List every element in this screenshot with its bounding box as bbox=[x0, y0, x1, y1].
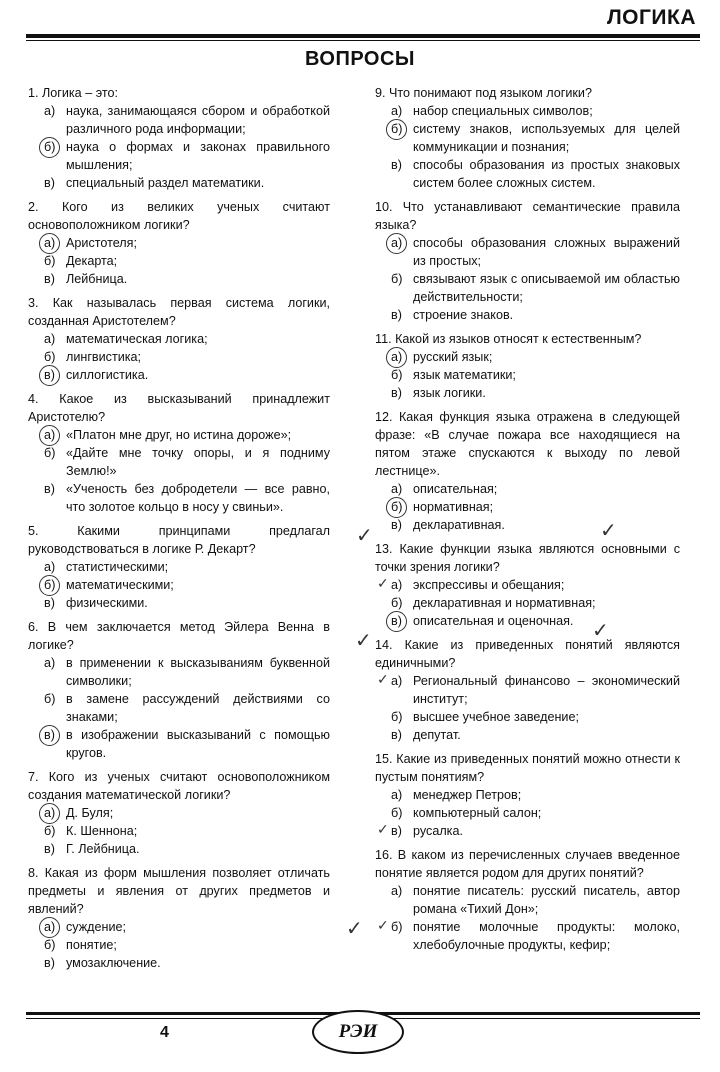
option-text: язык логики. bbox=[413, 386, 486, 400]
left-column bbox=[28, 84, 330, 978]
option-text: систему знаков, используемых для целей коммуникации и познания; bbox=[413, 122, 680, 154]
option-text: способы образования сложных выражений из простых; bbox=[413, 236, 680, 268]
question-block bbox=[28, 390, 330, 516]
option-text: наука о формах и законах правильного мышления; bbox=[66, 140, 330, 172]
answer-option bbox=[375, 708, 680, 726]
answer-option bbox=[375, 348, 680, 366]
answer-option bbox=[28, 480, 330, 516]
answer-option bbox=[375, 480, 680, 498]
option-letter: б) bbox=[391, 596, 403, 610]
question-block bbox=[28, 294, 330, 384]
option-letter: а) bbox=[391, 884, 403, 898]
answer-options bbox=[28, 918, 330, 972]
option-text: Д. Буля; bbox=[66, 806, 114, 820]
option-letter: б) bbox=[44, 692, 56, 706]
answer-option bbox=[375, 576, 680, 594]
option-text: в замене рассуждений действиями со знаками; bbox=[66, 692, 330, 724]
option-letter: б) bbox=[391, 368, 403, 382]
answer-options bbox=[28, 426, 330, 516]
answer-options bbox=[28, 234, 330, 288]
option-text: язык математики; bbox=[413, 368, 516, 382]
answer-option bbox=[375, 516, 680, 534]
logo-text: РЭИ bbox=[338, 1021, 378, 1042]
answer-option bbox=[375, 672, 680, 708]
option-letter: а) bbox=[391, 788, 403, 802]
question-block bbox=[375, 846, 680, 954]
answer-option bbox=[28, 138, 330, 174]
option-text: математическими; bbox=[66, 578, 174, 592]
question-text: 7. Кого из ученых считают основоположником создания математической логики? bbox=[28, 770, 330, 802]
option-text: высшее учебное заведение; bbox=[413, 710, 579, 724]
option-text: декларативная и нормативная; bbox=[413, 596, 596, 610]
option-text: наука, занимающаяся сбором и обработкой различного рода информации; bbox=[66, 104, 330, 136]
answer-options bbox=[28, 330, 330, 384]
publisher-logo bbox=[312, 1010, 404, 1054]
answer-option bbox=[28, 654, 330, 690]
option-text: набор специальных символов; bbox=[413, 104, 593, 118]
answer-option bbox=[375, 234, 680, 270]
option-text: в применении к высказываниям буквенной символики; bbox=[66, 656, 330, 688]
answer-option bbox=[28, 270, 330, 288]
option-letter: а) bbox=[391, 482, 403, 496]
option-letter: б) bbox=[391, 500, 403, 514]
answer-option bbox=[28, 804, 330, 822]
answer-option bbox=[28, 558, 330, 576]
answer-option bbox=[28, 444, 330, 480]
option-text: русалка. bbox=[413, 824, 463, 838]
question-block bbox=[375, 198, 680, 324]
question-block bbox=[28, 84, 330, 192]
option-letter: а) bbox=[391, 236, 403, 250]
option-text: компьютерный салон; bbox=[413, 806, 542, 820]
answer-option bbox=[375, 786, 680, 804]
header-rule bbox=[26, 34, 700, 38]
answer-options bbox=[375, 348, 680, 402]
answer-option bbox=[375, 822, 680, 840]
answer-option bbox=[28, 954, 330, 972]
option-letter: б) bbox=[44, 446, 56, 460]
question-text: 11. Какой из языков относят к естественным? bbox=[375, 332, 642, 346]
answer-option bbox=[375, 726, 680, 744]
option-letter: а) bbox=[44, 806, 56, 820]
question-block bbox=[375, 750, 680, 840]
option-letter: б) bbox=[44, 938, 56, 952]
option-text: описательная и оценочная. bbox=[413, 614, 574, 628]
option-letter: в) bbox=[44, 272, 55, 286]
option-letter: ✓ в) bbox=[391, 822, 402, 840]
option-letter: в) bbox=[44, 176, 55, 190]
option-letter: в) bbox=[44, 956, 55, 970]
margin-check-mark: ✓ bbox=[355, 630, 372, 652]
answer-options bbox=[28, 654, 330, 762]
question-block bbox=[375, 408, 680, 534]
answer-options bbox=[375, 576, 680, 630]
option-letter: ✓ а) bbox=[391, 576, 402, 594]
answer-option bbox=[28, 576, 330, 594]
header-rule-thin bbox=[26, 40, 700, 41]
option-text: Г. Лейбница. bbox=[66, 842, 140, 856]
answer-options bbox=[375, 882, 680, 954]
margin-check-mark: ✓ bbox=[346, 918, 363, 940]
option-text: Лейбница. bbox=[66, 272, 128, 286]
question-text: 10. Что устанавливают семантические правила языка? bbox=[375, 200, 680, 232]
answer-option bbox=[375, 102, 680, 120]
answer-option bbox=[28, 426, 330, 444]
answer-options bbox=[28, 102, 330, 192]
option-letter: а) bbox=[391, 350, 403, 364]
option-text: понятие; bbox=[66, 938, 117, 952]
option-letter: б) bbox=[391, 122, 403, 136]
question-text: 16. В каком из перечисленных случаев введенное понятие является родом для других понятий? bbox=[375, 848, 680, 880]
option-text: связывают язык с описываемой им областью действительности; bbox=[413, 272, 680, 304]
answer-option bbox=[375, 882, 680, 918]
answer-option bbox=[375, 120, 680, 156]
answer-option bbox=[375, 156, 680, 192]
option-letter: а) bbox=[44, 920, 56, 934]
answer-option bbox=[28, 102, 330, 138]
answer-options bbox=[375, 102, 680, 192]
answer-option bbox=[375, 804, 680, 822]
question-block bbox=[28, 864, 330, 972]
option-text: «Ученость без добродетели — все равно, что золотое кольцо в носу у свиньи». bbox=[66, 482, 330, 514]
option-letter: ✓ б) bbox=[391, 918, 402, 936]
option-text: строение знаков. bbox=[413, 308, 514, 322]
question-block bbox=[28, 768, 330, 858]
option-letter: а) bbox=[44, 104, 56, 118]
answer-option bbox=[28, 822, 330, 840]
header-title: ЛОГИКА bbox=[606, 6, 696, 29]
answer-option bbox=[28, 330, 330, 348]
option-text: Региональный финансово – экономический институт; bbox=[413, 674, 680, 706]
question-text: 9. Что понимают под языком логики? bbox=[375, 86, 592, 100]
option-text: силлогистика. bbox=[66, 368, 149, 382]
right-column bbox=[375, 84, 680, 960]
option-letter: в) bbox=[391, 386, 402, 400]
option-letter: а) bbox=[44, 428, 56, 442]
option-text: специальный раздел математики. bbox=[66, 176, 265, 190]
answer-options bbox=[28, 804, 330, 858]
answer-option bbox=[375, 594, 680, 612]
answer-option bbox=[28, 174, 330, 192]
option-text: понятие молочные продукты: молоко, хлебобулочные продукты, кефир; bbox=[413, 920, 680, 952]
question-block bbox=[375, 330, 680, 402]
answer-option bbox=[375, 366, 680, 384]
option-text: К. Шеннона; bbox=[66, 824, 138, 838]
margin-check-mark: ✓ bbox=[592, 620, 609, 642]
option-letter: а) bbox=[44, 236, 56, 250]
option-letter: в) bbox=[391, 614, 402, 628]
option-text: русский язык; bbox=[413, 350, 493, 364]
page-number: 4 bbox=[160, 1024, 169, 1041]
option-text: экспрессивы и обещания; bbox=[413, 578, 565, 592]
question-text: 3. Как называлась первая система логики, созданная Аристотелем? bbox=[28, 296, 330, 328]
answer-options bbox=[375, 234, 680, 324]
question-block bbox=[28, 198, 330, 288]
option-text: лингвистика; bbox=[66, 350, 142, 364]
option-text: Декарта; bbox=[66, 254, 118, 268]
option-text: декларативная. bbox=[413, 518, 505, 532]
option-text: понятие писатель: русский писатель, автор романа «Тихий Дон»; bbox=[413, 884, 680, 916]
answer-option bbox=[28, 918, 330, 936]
option-text: математическая логика; bbox=[66, 332, 208, 346]
option-letter: ✓ а) bbox=[391, 672, 402, 690]
option-letter: а) bbox=[44, 656, 56, 670]
question-block bbox=[375, 636, 680, 744]
answer-options bbox=[375, 786, 680, 840]
option-text: статистическими; bbox=[66, 560, 169, 574]
option-letter: б) bbox=[391, 710, 403, 724]
option-letter: а) bbox=[391, 104, 403, 118]
section-title: ВОПРОСЫ bbox=[304, 48, 416, 70]
option-letter: б) bbox=[44, 824, 56, 838]
question-text: 2. Кого из великих ученых считают основоположником логики? bbox=[28, 200, 330, 232]
option-text: нормативная; bbox=[413, 500, 494, 514]
option-text: менеджер Петров; bbox=[413, 788, 522, 802]
option-letter: в) bbox=[391, 158, 402, 172]
answer-option bbox=[28, 726, 330, 762]
option-letter: в) bbox=[44, 728, 55, 742]
answer-option bbox=[375, 306, 680, 324]
margin-check-mark: ✓ bbox=[356, 525, 373, 547]
answer-option bbox=[28, 366, 330, 384]
option-letter: б) bbox=[391, 272, 403, 286]
question-block bbox=[28, 522, 330, 612]
question-text: 14. Какие из приведенных понятий являются единичными? bbox=[375, 638, 680, 670]
answer-options bbox=[375, 672, 680, 744]
option-text: суждение; bbox=[66, 920, 127, 934]
question-block bbox=[28, 618, 330, 762]
option-letter: б) bbox=[44, 140, 56, 154]
answer-option bbox=[28, 252, 330, 270]
option-letter: б) bbox=[44, 350, 56, 364]
question-text: 13. Какие функции языка являются основными с точки зрения логики? bbox=[375, 542, 680, 574]
margin-check-mark: ✓ bbox=[600, 520, 617, 542]
answer-option bbox=[28, 234, 330, 252]
option-text: в изображении высказываний с помощью кругов. bbox=[66, 728, 330, 760]
question-text: 8. Какая из форм мышления позволяет отличать предметы и явления от других предметов и явлений? bbox=[28, 866, 330, 916]
option-letter: в) bbox=[44, 842, 55, 856]
answer-option bbox=[375, 612, 680, 630]
question-text: 4. Какое из высказываний принадлежит Аристотелю? bbox=[28, 392, 330, 424]
option-letter: а) bbox=[44, 560, 56, 574]
question-block bbox=[375, 540, 680, 630]
answer-option bbox=[28, 594, 330, 612]
question-text: 12. Какая функция языка отражена в следующей фразе: «В случае пожара все находящиеся на пятом этаже спускаются к выходу по левой лестнице». bbox=[375, 410, 680, 478]
option-letter: б) bbox=[44, 578, 56, 592]
question-text: 1. Логика – это: bbox=[28, 86, 118, 100]
answer-option bbox=[28, 840, 330, 858]
answer-option bbox=[28, 348, 330, 366]
answer-option bbox=[375, 498, 680, 516]
option-text: описательная; bbox=[413, 482, 498, 496]
answer-option bbox=[28, 690, 330, 726]
option-letter: в) bbox=[44, 596, 55, 610]
option-text: «Платон мне друг, но истина дороже»; bbox=[66, 428, 292, 442]
option-text: депутат. bbox=[413, 728, 461, 742]
question-text: 5. Какими принципами предлагал руководствоваться в логике Р. Декарт? bbox=[28, 524, 330, 556]
option-text: Аристотеля; bbox=[66, 236, 137, 250]
answer-option bbox=[375, 384, 680, 402]
option-letter: б) bbox=[44, 254, 56, 268]
option-letter: б) bbox=[391, 806, 403, 820]
option-text: умозаключение. bbox=[66, 956, 161, 970]
answer-options bbox=[28, 558, 330, 612]
answer-option bbox=[28, 936, 330, 954]
question-block bbox=[375, 84, 680, 192]
option-text: физическими. bbox=[66, 596, 148, 610]
option-letter: в) bbox=[391, 518, 402, 532]
option-letter: в) bbox=[391, 308, 402, 322]
answer-options bbox=[375, 480, 680, 534]
answer-option bbox=[375, 918, 680, 954]
option-letter: в) bbox=[44, 482, 55, 496]
option-letter: а) bbox=[44, 332, 56, 346]
answer-option bbox=[375, 270, 680, 306]
question-text: 6. В чем заключается метод Эйлера Венна в логике? bbox=[28, 620, 330, 652]
option-letter: в) bbox=[391, 728, 402, 742]
question-text: 15. Какие из приведенных понятий можно отнести к пустым понятиям? bbox=[375, 752, 680, 784]
option-text: «Дайте мне точку опоры, и я подниму Землю!» bbox=[66, 446, 330, 478]
option-text: способы образования из простых знаковых систем более сложных систем. bbox=[413, 158, 680, 190]
option-letter: в) bbox=[44, 368, 55, 382]
